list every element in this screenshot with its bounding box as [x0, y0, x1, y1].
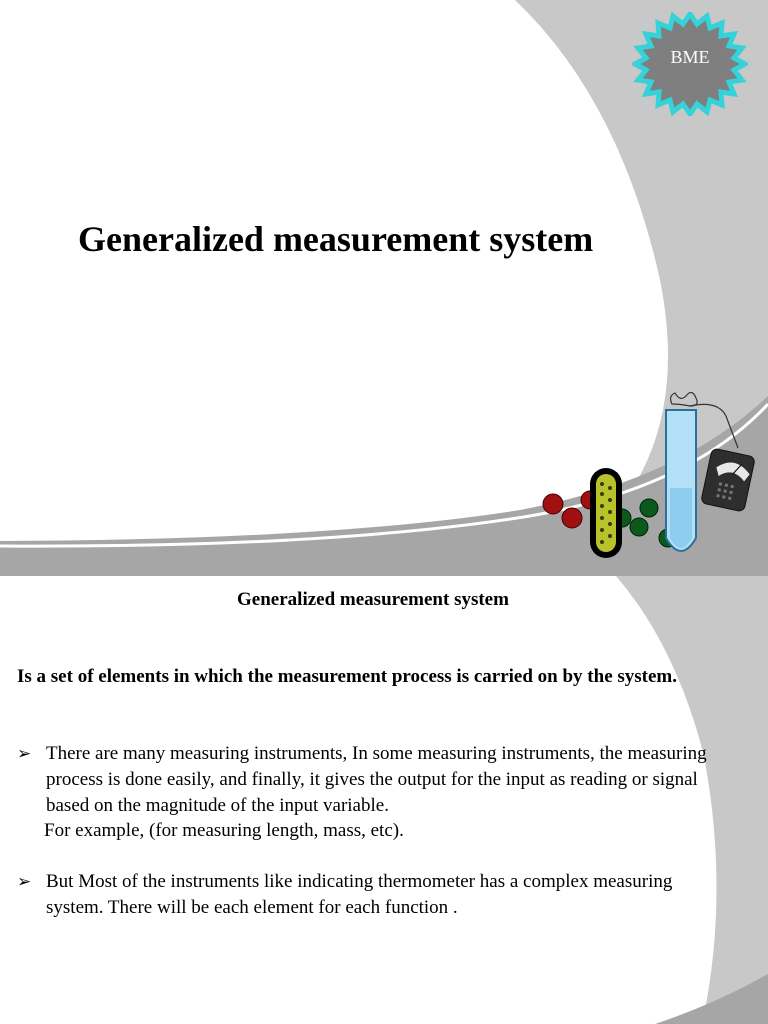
content-slide [0, 576, 768, 1024]
bullet-item [17, 869, 717, 921]
content-slide-heading: Generalized measurement system [237, 589, 509, 610]
bullet-text: There are many measuring instruments, In some measuring instruments, the measuring process is done easily, and finally, it gives the output for the input as reading or signal based on the magnitude of the input variable. [46, 743, 707, 816]
bullet-text: But Most of the instruments like indicating thermometer has a complex measuring system. There will be each element for each function . [46, 871, 673, 918]
bullet-item [17, 741, 717, 819]
lab-instruments-clipart-icon [540, 388, 768, 564]
definition-text: Is a set of elements in which the measurement process is carried on by the system. [17, 666, 677, 687]
bme-badge-label: BME [670, 47, 710, 67]
arrow-bullet-icon: ➢ [17, 872, 32, 891]
arrow-bullet-icon: ➢ [17, 744, 32, 763]
example-text: For example, (for measuring length, mass, etc). [44, 820, 404, 841]
title-slide-heading: Generalized measurement system [78, 219, 594, 259]
